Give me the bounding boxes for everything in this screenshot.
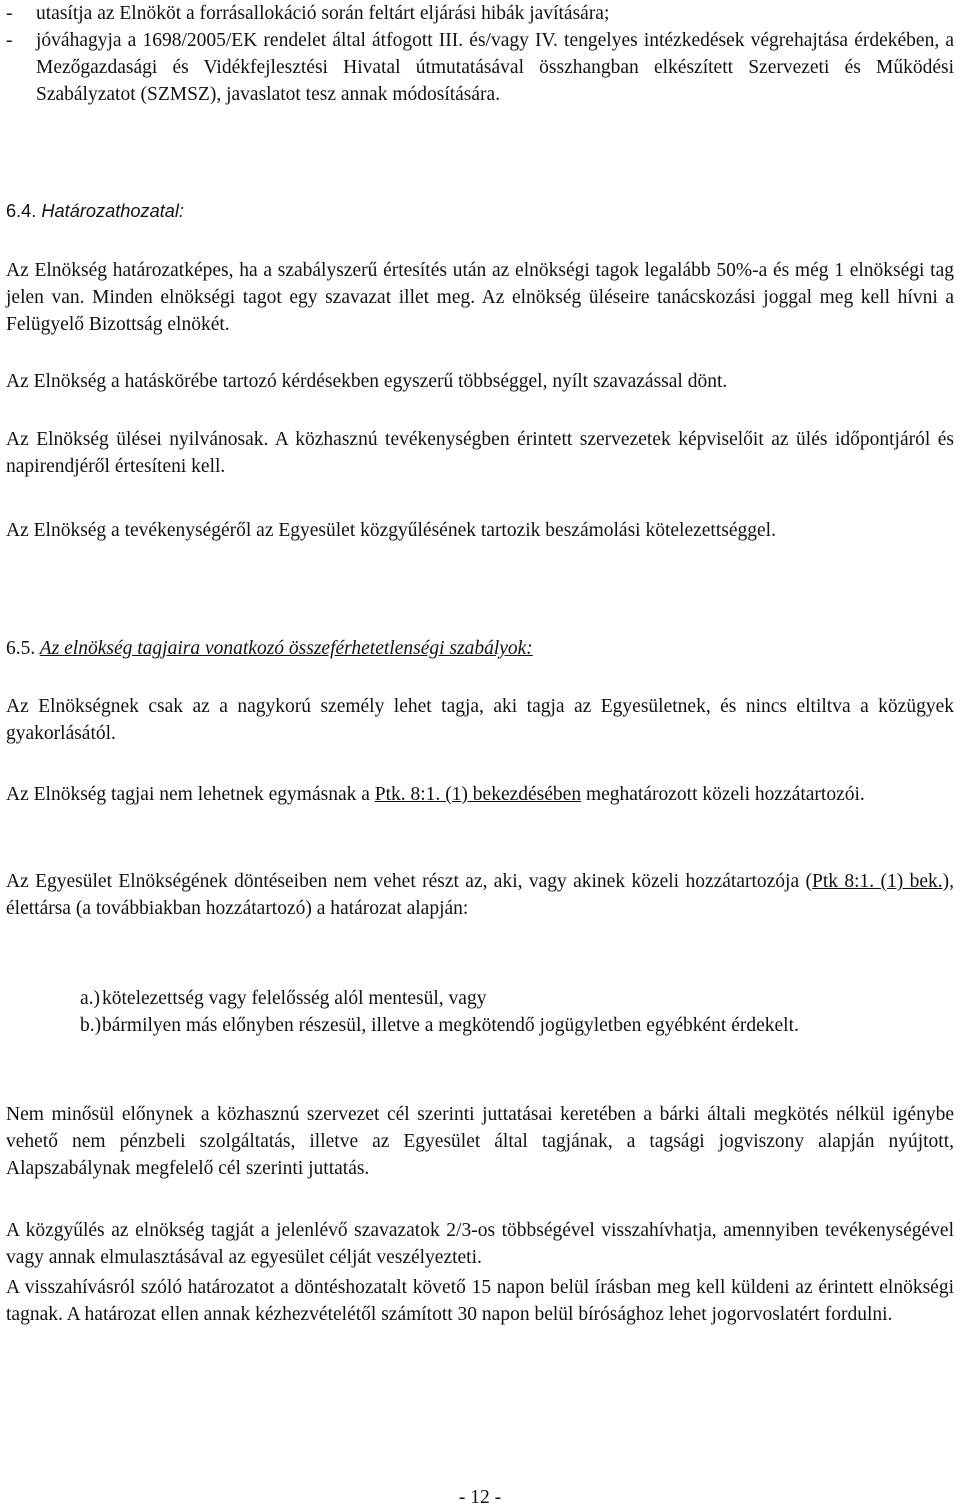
list-item-text: bármilyen más előnyben részesül, illetve a megkötendő jogügyletben egyébként érdekelt.	[102, 1015, 799, 1036]
legal-reference-link[interactable]: (1) bek.),	[874, 871, 954, 892]
document-page	[6, 0, 954, 1509]
dash-marker: -	[6, 30, 13, 51]
legal-reference-link[interactable]: Ptk. 8:1.	[374, 784, 441, 805]
paragraph: Az Elnökség a tevékenységéről az Egyesület közgyűlésének tartozik beszámolási kötelezettséggel.	[6, 520, 776, 541]
intro-item	[6, 27, 954, 108]
intro-item	[6, 0, 954, 27]
legal-reference-link[interactable]: Ptk 8:1.	[811, 871, 875, 892]
paragraph: Az Elnökség ülései nyilvánosak. A közhasznú tevékenységben érintett szervezetek képviselőit az ülés időpontjáról és napirendjéről értesíteni kell.	[6, 429, 954, 477]
list-label: a.)	[80, 988, 101, 1009]
dash-marker: -	[6, 3, 13, 24]
list-item-text: kötelezettség vagy felelősség alól mentesül, vagy	[102, 988, 487, 1009]
paragraph: A visszahívásról szóló határozatot a döntéshozatalt követő 15 napon belül írásban meg kell küldeni az érintett elnökségi tagnak. A határozat ellen annak kézhezvételétől számított 30 napon belül bírósághoz lehet jogorvoslatért fordulni.	[6, 1277, 954, 1325]
intro-item-text: jóváhagyja a 1698/2005/EK rendelet által átfogott III. és/vagy IV. tengelyes intézkedések végrehajtása érdekében, a Mezőgazdasági és Vidékfejlesztési Hivatal útmutatásával összhangban elkészített Szervezeti és Működési Szabályzatot (SZMSZ), javaslatot tesz annak módosítására.	[36, 30, 954, 105]
list-item	[80, 985, 954, 1012]
section-title: Az elnökség tagjaira vonatkozó összeférhetetlenségi szabályok:	[39, 638, 533, 659]
paragraph	[6, 868, 954, 922]
intro-item-text: utasítja az Elnököt a forrásallokáció során feltárt eljárási hibák javítására;	[36, 3, 610, 24]
text-run: meghatározott közeli hozzátartozói.	[581, 784, 865, 805]
paragraph: Az Elnökség határozatképes, ha a szabályszerű értesítés után az elnökségi tagok legalább 50%-a és még 1 elnökségi tag jelen van. Minden elnökségi tagot egy szavazat illet meg. Az elnökség üléseire tanácskozási joggal meg kell hívni a Felügyelő Bizottság elnökét.	[6, 260, 954, 335]
paragraph	[6, 781, 954, 808]
page-number: - 12 -	[458, 1487, 502, 1508]
list-label: b.)	[80, 1015, 102, 1036]
paragraph: Az Elnökség a hatáskörébe tartozó kérdésekben egyszerű többséggel, nyílt szavazással dönt.	[6, 371, 728, 392]
legal-reference-link[interactable]: (1) bekezdésében	[440, 784, 582, 805]
section-title: Határozathozatal:	[41, 201, 184, 221]
condition-list	[80, 985, 954, 1039]
text-run: Az Elnökség tagjai nem lehetnek egymásnak a	[6, 784, 375, 805]
section-number: 6.5.	[6, 638, 36, 659]
paragraph: A közgyűlés az elnökség tagját a jelenlévő szavazatok 2/3-os többségével visszahívhatja, amennyiben tevékenységével vagy annak elmulasztásával az egyesület célját veszélyezteti.	[6, 1220, 954, 1268]
section-heading-6-5	[6, 635, 954, 662]
paragraph: Az Elnökségnek csak az a nagykorú személy lehet tagja, aki tagja az Egyesületnek, és nincs eltiltva a közügyek gyakorlásától.	[6, 696, 954, 744]
text-run: élettársa (a továbbiakban hozzátartozó) a határozat alapján:	[6, 898, 469, 919]
list-item	[80, 1012, 954, 1039]
section-number: 6.4.	[6, 201, 37, 221]
paragraph: Nem minősül előnynek a közhasznú szervezet cél szerinti juttatásai keretében a bárki általi megkötés nélkül igénybe vehető nem pénzbeli szolgáltatás, illetve az Egyesület által tagjának, a tagsági jogviszony alapján nyújtott, Alapszabálynak megfelelő cél szerinti juttatás.	[6, 1104, 954, 1179]
intro-list	[6, 0, 954, 108]
section-heading-6-4	[6, 198, 954, 225]
text-run: Az Egyesület Elnökségének döntéseiben nem vehet részt az, aki, vagy akinek közeli hozzátartozója (	[6, 871, 812, 892]
